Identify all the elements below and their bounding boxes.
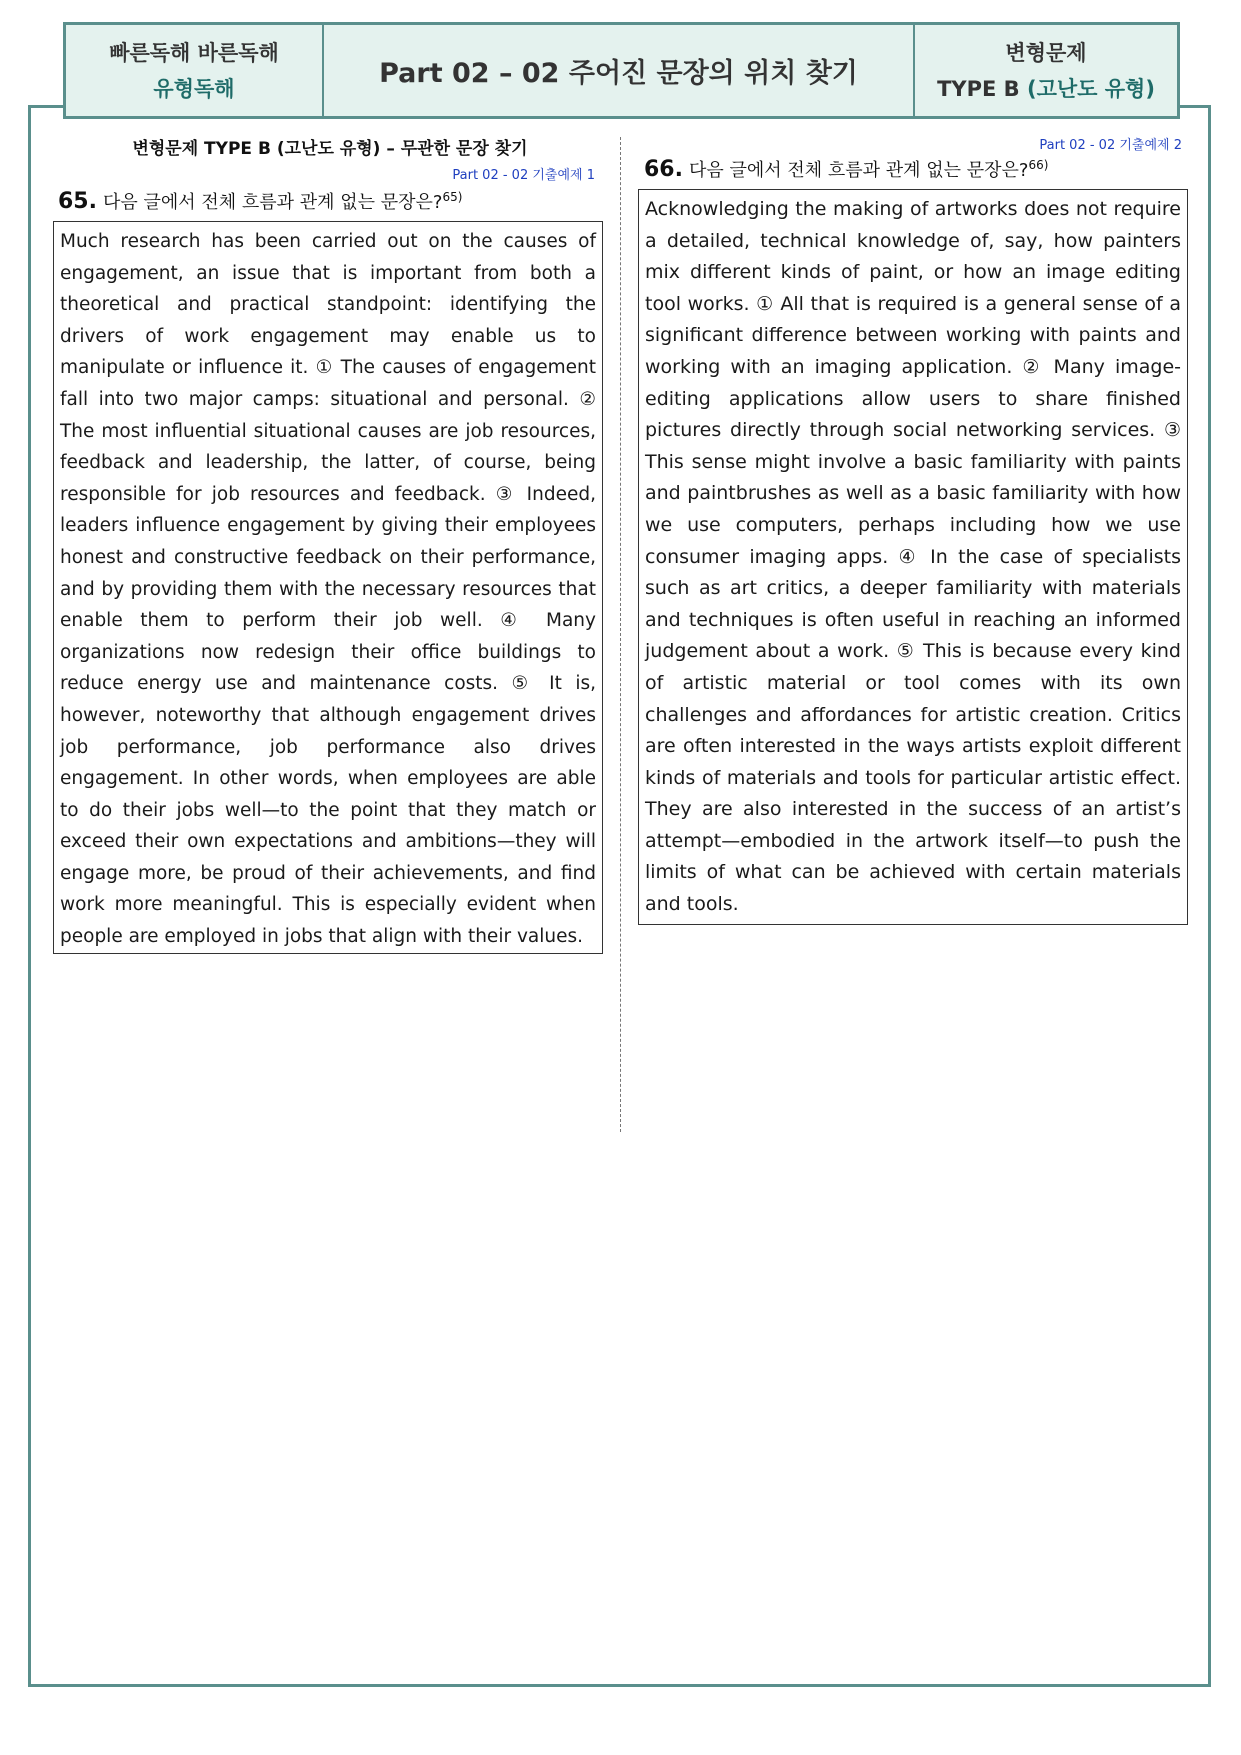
book-subtitle: 유형독해	[153, 76, 235, 101]
type-code: TYPE B	[937, 76, 1020, 101]
type-level	[937, 71, 1155, 107]
passage-box	[638, 189, 1188, 925]
chapter-title: Part 02 – 02 주어진 문장의 위치 찾기	[379, 58, 858, 89]
section-title: 변형문제 TYPE B (고난도 유형) – 무관한 문장 찾기	[132, 139, 528, 159]
passage-text: Acknowledging the making of artworks does not require a detailed, technical knowledge of, say, how painters mix different kinds of paint, or how an image editing tool works. ① All that is required is a general sense of a significant difference between working with paints and working with an imaging application. ② Many image-editing applications allow users to share finished pictures directly through social networking services. ③ This sense might involve a basic familiarity with paints and paintbrushes as well as a basic familiarity with how we use computers, perhaps including how we use consumer imaging apps. ④ In the case of specialists such as art critics, a deeper familiarity with materials and techniques is often useful in reaching an informed judgement about a work. ⑤ This is because every kind of artistic material or tool comes with its own challenges and affordances for artistic creation. Critics are often interested in the ways artists exploit different kinds of materials and tools for particular artistic effect. They are also interested in the success of an artist’s attempt—embodied in the artwork itself—to push the limits of what can be achieved with certain materials and tools.	[645, 198, 1181, 916]
page-header	[63, 22, 1180, 119]
passage-box	[53, 221, 603, 954]
passage-text: Much research has been carried out on the causes of engagement, an issue that is important from both a theoretical and practical standpoint: identifying the drivers of work engagement may enable us to manipulate or influence it. ① The causes of engagement fall into two major camps: situational and personal. ② The most influential situational causes are job resources, feedback and leadership, the latter, of course, being responsible for job resources and feedback. ③ Indeed, leaders influence engagement by giving their employees honest and constructive feedback on their performance, and by providing them with the necessary resources that enable them to perform their job well. ④ Many organizations now redesign their office buildings to reduce energy use and maintenance costs. ⑤ It is, however, noteworthy that although engagement drives job performance, job performance also drives engagement. In other words, when employees are able to do their jobs well—to the point that they match or exceed their own expectations and ambitions—they will engage more, be proud of their achievements, and find work more meaningful. This is especially evident when people are employed in jobs that align with their values.	[60, 231, 596, 948]
question-prompt	[644, 156, 1048, 182]
header-type	[915, 25, 1177, 116]
question-prompt	[58, 188, 462, 214]
question-source: Part 02 - 02 기출예제 2	[1039, 138, 1182, 153]
question-text: 다음 글에서 전체 흐름과 관계 없는 문장은?	[102, 192, 443, 213]
footnote-marker: 65)	[442, 190, 463, 204]
question-number: 66.	[644, 157, 683, 182]
header-chapter	[324, 25, 915, 116]
book-name: 빠른독해 바른독해	[109, 40, 279, 65]
question-text: 다음 글에서 전체 흐름과 관계 없는 문장은?	[688, 160, 1029, 181]
question-source: Part 02 - 02 기출예제 1	[452, 168, 595, 183]
question-number: 65.	[58, 189, 97, 214]
type-difficulty: (고난도 유형)	[1026, 76, 1155, 101]
footnote-marker: 66)	[1028, 158, 1049, 172]
type-label: 변형문제	[1005, 40, 1087, 65]
column-divider	[620, 137, 621, 1132]
header-book-title	[66, 25, 324, 116]
